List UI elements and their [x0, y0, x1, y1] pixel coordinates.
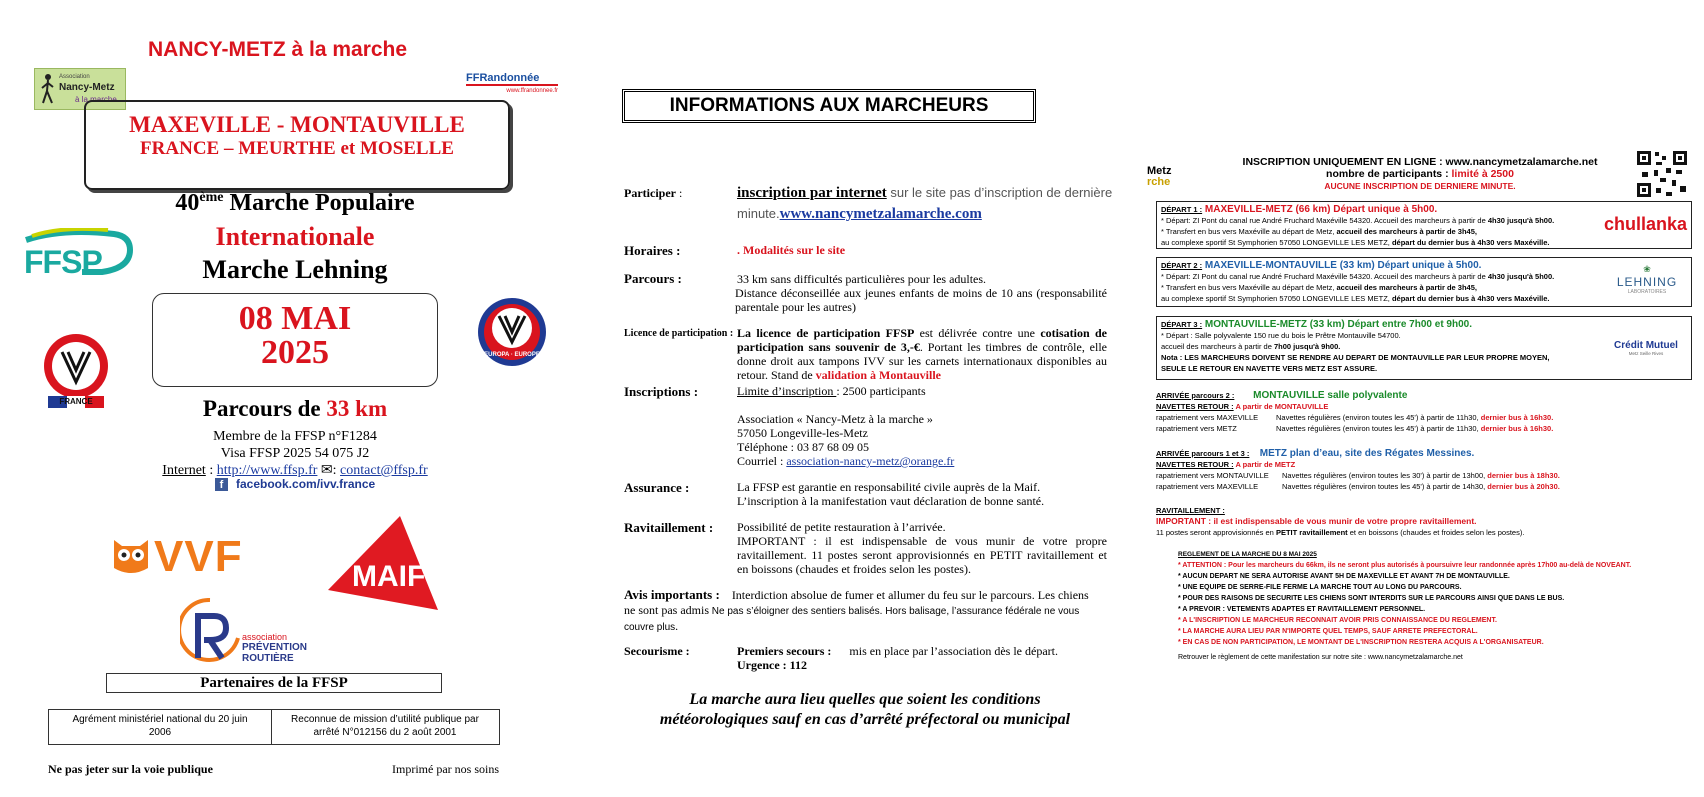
partenaires-title: Partenaires de la FFSP [106, 673, 442, 693]
route-line-1: MAXEVILLE - MONTAUVILLE [129, 112, 465, 137]
association-address: Association « Nancy-Metz à la marche » 57050 Longeville-les-Metz Téléphone : 03 87 68 09 05 Courriel : association-nancy-metz@orange.fr [737, 412, 955, 468]
facebook-link[interactable]: facebook.com/ivv.france [236, 477, 376, 491]
depart-1-box: DÉPART 1 : MAXEVILLE-METZ (66 km) Départ unique à 5h00. * Départ: ZI Pont du canal rue André Fruchard Maxéville 54320. Accueil des marcheurs à partir de 4h30 jusqu'à 5h00. * Transfert en bus vers Maxéville au départ de Metz, accueil des marcheurs à partir de 3h45, au complexe sportif St Symphorien 57050 LONGEVILLE LES METZ, départ du dernier bus à 4h30 vers Maxéville. [1156, 201, 1692, 249]
lehning-logo: ❀ LEHNING LABORATOIRES [1612, 264, 1682, 295]
nancymetz-website-link[interactable]: www.nancymetzalamarche.com [779, 206, 982, 222]
inscriptions-limit: Limite d’inscription : 2500 participants [737, 384, 926, 398]
parcours-text-1: 33 km sans difficultés particulières pour les adultes. [737, 272, 987, 286]
credit-mutuel-logo: Crédit Mutuel Metz Seille Rives [1614, 340, 1678, 356]
ravitaillement-label: Ravitaillement : [624, 520, 714, 535]
lehning-title: Marche Lehning [202, 255, 388, 284]
ffsp-logo: FFSP [22, 228, 134, 288]
reconnue-cell: Reconnue de mission d’utilité publique par arrêté N°012156 du 2 août 2001 [291, 714, 479, 738]
club-header-title: NANCY-METZ à la marche [148, 38, 408, 61]
reglement-item: * UNE EQUIPE DE SERRE-FILE FERME LA MARCHE TOUT AU LONG DU PARCOURS. [1178, 584, 1462, 591]
reglement-item: * A PREVOIR : VETEMENTS ADAPTES ET RAVITAILLEMENT PERSONNEL. [1178, 606, 1426, 613]
visa-ffsp: Visa FFSP 2025 54 075 J2 [220, 446, 370, 461]
ffrandonnee-logo: FFRandonnée www.ffrandonnee.fr [466, 72, 558, 94]
assurance-text: La FFSP est garantie en responsabilité civile auprès de la Maif. L’inscription à la manifestation vaut déclaration de bonne santé. [737, 480, 1045, 508]
metz-logo: Metz rche [1147, 165, 1172, 188]
horaires-text: . Modalités sur le site [737, 243, 846, 257]
parcours-distance: Parcours de 33 km [202, 396, 388, 421]
premiers-secours: Premiers secours : mis en place par l’association dès le départ. [737, 644, 1058, 658]
lehning-leaf-icon: ❀ [1643, 264, 1651, 274]
parcours-text-2: Distance déconseillée aux jeunes enfants de moins de 10 ans (responsabilité parentale pour les autres) [735, 286, 1107, 314]
prevention-p-icon [180, 598, 240, 664]
ivv-europa-icon [477, 296, 547, 374]
inscriptions-label: Inscriptions : [624, 384, 699, 399]
footer-left: Ne pas jeter sur la voie publique [48, 762, 213, 776]
route-line-2: FRANCE – MEURTHE et MOSELLE [140, 138, 454, 159]
date-year: 2025 [261, 334, 329, 371]
reglement-item: * A L'INSCRIPTION LE MARCHEUR RECONNAIT AVOIR PRIS CONNAISSANCE DU REGLEMENT. [1178, 617, 1497, 624]
closing-line-1: La marche aura lieu quelles que soient les conditions [689, 691, 1041, 708]
arrivee-1-3-section: ARRIVÉE parcours 1 et 3 : METZ plan d’eau, site des Régates Messines. NAVETTES RETOUR : A partir de METZ rapatriement vers MONTAUVILLE Navettes régulières (environ toutes les 30') à partir de 13h00, dernier bus à 18h30. rapatriement vers MAXEVILLE Navettes régulières (environ toutes les 45') à partir de 14h30, dernier bus à 20h30. [1156, 448, 1560, 491]
facebook-icon: f [215, 478, 228, 491]
right-header: INSCRIPTION UNIQUEMENT EN LIGNE : www.nancymetzalamarche.net nombre de participants : limité à 2500 AUCUNE INSCRIPTION DE DERNIERE MINUTE. [1220, 156, 1620, 192]
avis-importants: Avis importants : Interdiction absolue de fumer et allumer du feu sur le parcours. Les chiens ne sont pas admis Ne pas s’éloigner des sentiers balisés. Hors balisage, l’assurance fédérale ne vous couvre plus. [624, 587, 1089, 633]
inscription-online: INSCRIPTION UNIQUEMENT EN LIGNE : www.nancymetzalamarche.net [1242, 156, 1598, 168]
date-day: 08 MAI [238, 300, 352, 337]
footer-right: Imprimé par nos soins [392, 762, 499, 776]
date-box [152, 293, 438, 387]
route-title-box [84, 100, 510, 190]
envelope-icon: ✉ [320, 463, 333, 478]
licence-label: Licence de participation : [624, 328, 734, 339]
reglement-section: REGLEMENT DE LA MARCHE DU 8 MAI 2025 * ATTENTION : Pour les marcheurs du 66km, ils ne seront plus autorisés à poursuivre leur randonnée après 17h00 au-delà de NOVEANT. * AUCUN DEPART NE SERA AUTORISE AVANT 5H DE MAXEVILLE ET AVANT 7H DE MONTAUVILLE. * UNE EQUIPE DE SERRE-FILE FERME LA MARCHE TOUT AU LONG DU PARCOURS. * POUR DES RAISONS DE SECURITE LES CHIENS SONT INTERDITS SUR LE PARCOURS AINSI QUE DANS LE BUS. * A PREVOIR : VETEMENTS ADAPTES ET RAVITAILLEMENT PERSONNEL. * A L'INSCRIPTION LE MARCHEUR RECONNAIT AVOIR PRIS CONNAISSANCE DU REGLEMENT. * LA MARCHE AURA LIEU PAR N'IMPORTE QUEL TEMPS, SAUF ARRETE PREFECTORAL. * EN CAS DE NON PARTICIPATION, LE MONTANT DE L'INSCRIPTION RESTERA ACQUIS A L'ORGANISATEUR. [1178, 549, 1698, 648]
reglement-item: * ATTENTION : Pour les marcheurs du 66km, ils ne seront plus autorisés à poursuivre leur randonnée après 17h00 au-delà de NOVEANT. [1178, 562, 1632, 569]
ffsp-website-link[interactable]: http://www.ffsp.fr [216, 463, 318, 478]
horaires-label: Horaires : [624, 243, 681, 258]
licence-text: La licence de participation FFSP est délivrée contre une cotisation de participation sans souvenir de 3,-€. Portant les timbres de contrôle, elle donne droit aux tampons IVV sur les carnets internationaux disponibles au retour. Stand de validation à Montauville [737, 326, 1108, 382]
reglement-item: * POUR DES RAISONS DE SECURITE LES CHIENS SONT INTERDITS SUR LE PARCOURS AINSI QUE DANS LE BUS. [1178, 595, 1565, 602]
maif-logo: MAIF [326, 512, 440, 612]
closing-line-2: météorologiques sauf en cas d’arrêté préfectoral ou municipal [659, 711, 1071, 728]
participer-label: Participer : [624, 186, 683, 200]
arrivee-2-section: ARRIVÉE parcours 2 : MONTAUVILLE salle polyvalente NAVETTES RETOUR : A partir de MONTAUVILLE rapatriement vers MAXEVILLE Navettes régulières (environ toutes les 45') à partir de 11h30, dernier bus à 16h30. rapatriement vers METZ Navettes régulières (environ toutes les 45') à partir de 11h30, dernier bus à 16h30. [1156, 390, 1554, 433]
ravitaillement-section: RAVITAILLEMENT : IMPORTANT : il est indispensable de vous munir de votre propre ravitaillement. 11 postes seront approvisionnés en PETIT ravitaillement et en boissons (chaudes et froides selon les postes). [1156, 506, 1525, 537]
prevention-routiere-logo: association PRÉVENTION ROUTIÈRE [180, 598, 330, 664]
facebook-line [215, 477, 375, 491]
agrement-cell: Agrément ministériel national du 20 juin 2006 [49, 710, 272, 744]
international-title: Internationale [215, 222, 375, 251]
membre-ffsp: Membre de la FFSP n°F1284 [213, 429, 377, 444]
assurance-label: Assurance : [624, 480, 690, 495]
depart-2-box: DÉPART 2 : MAXEVILLE-MONTAUVILLE (33 km) Départ unique à 5h00. * Départ: ZI Pont du canal rue André Fruchard Maxéville 54320. Accueil des marcheurs à partir de 4h30 jusqu'à 5h00. * Transfert en bus vers Maxéville au départ de Metz, accueil des marcheurs à partir de 3h45, au complexe sportif St Symphorien 57050 LONGEVILLE LES METZ, départ du dernier bus à 4h30 vers Maxéville. [1156, 257, 1692, 307]
retrouver-reglement: Retrouver le règlement de cette manifestation sur notre site : www.nancymetzalamarche.net [1178, 654, 1463, 661]
walker-icon [39, 73, 57, 105]
qr-code-icon [1636, 150, 1688, 198]
participer-text: inscription par internet sur le site pas d’inscription de dernière minute.www.nancymetzalamarche.com [737, 185, 1113, 222]
ivv-europa-badge: EUROPA · EUROPE [477, 296, 547, 374]
association-email-link[interactable]: association-nancy-metz@orange.fr [786, 454, 955, 468]
participants-limit: nombre de participants : limité à 2500 [1326, 168, 1514, 180]
agrement-table [48, 709, 500, 745]
urgence: Urgence : 112 [737, 658, 807, 672]
ffsp-email-link[interactable]: contact@ffsp.fr [340, 463, 428, 478]
reglement-item: * AUCUN DEPART NE SERA AUTORISE AVANT 5H DE MAXEVILLE ET AVANT 7H DE MONTAUVILLE. [1178, 573, 1510, 580]
depart-3-box: DÉPART 3 : MONTAUVILLE-METZ (33 km) Départ entre 7h00 et 9h00. * Départ : Salle polyvalente 150 rue du bois le Prêtre Montauville 54700. accueil des marcheurs à partir de 7h00 jusqu'à 9h00. Nota : LES MARCHEURS DOIVENT SE RENDRE AU DEPART DE MONTAUVILLE PAR LEUR PROPRE MOYEN, SEULE LE RETOUR EN NAVETTE VERS METZ EST ASSURE. [1156, 316, 1692, 380]
secourisme-label: Secourisme : [624, 644, 690, 658]
edition-title: 40ème Marche Populaire [175, 190, 415, 216]
parcours-label: Parcours : [624, 271, 682, 286]
reglement-item: * LA MARCHE AURA LIEU PAR N'IMPORTE QUEL TEMPS, SAUF ARRETE PREFECTORAL. [1178, 628, 1478, 635]
reglement-list [1178, 560, 1698, 648]
vvf-logo: VVF [108, 532, 268, 582]
ivv-france-badge: FRANCE [42, 332, 110, 410]
club-logo: Association Nancy-Metz à la marche [34, 68, 126, 110]
internet-line: Internet : http://www.ffsp.fr ✉: contact@ffsp.fr [162, 463, 428, 478]
reglement-item: * EN CAS DE NON PARTICIPATION, LE MONTANT DE L'INSCRIPTION RESTERA ACQUIS A L'ORGANISATEUR. [1178, 639, 1544, 646]
owl-icon [110, 536, 152, 576]
ravitaillement-text: Possibilité de petite restauration à l’arrivée. IMPORTANT : il est indispensable de vous munir de votre propre ravitaillement. 11 postes seront approvisionnés en PETIT ravitaillement et en boissons (chaudes et froides selon les postes). [737, 520, 1107, 576]
info-title: INFORMATIONS AUX MARCHEURS [622, 89, 1036, 123]
chullanka-logo: chullanka [1604, 214, 1688, 234]
